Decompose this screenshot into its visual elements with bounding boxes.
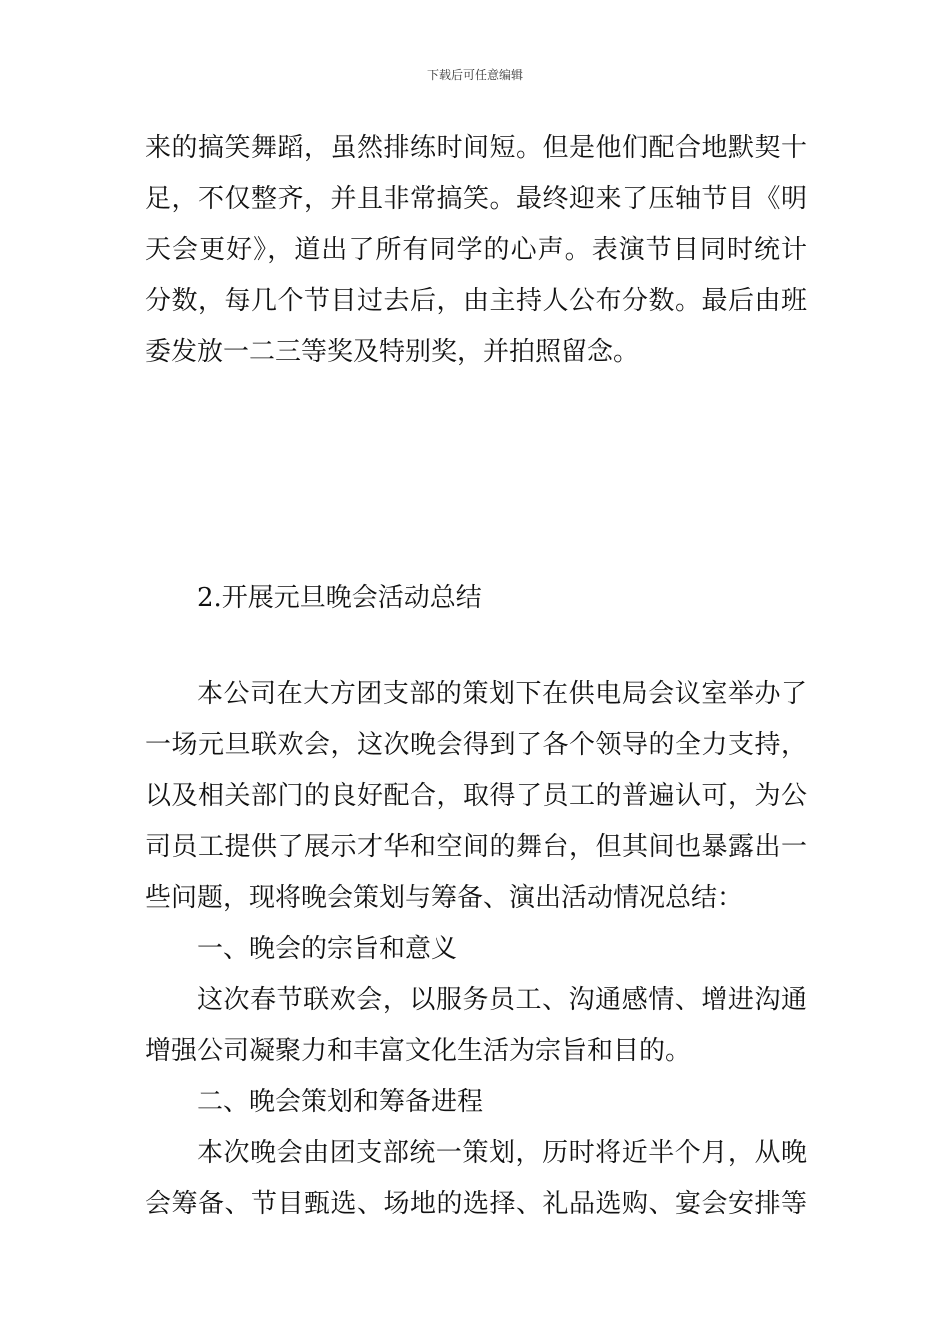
section-title: 2.开展元旦晚会活动总结	[197, 583, 482, 613]
text-line: 本次晚会由团支部统一策划，历时将近半个月，从晚	[197, 1138, 807, 1168]
text-line: 来的搞笑舞蹈，虽然排练时间短。但是他们配合地默契十	[145, 133, 807, 163]
text-line: 足，不仅整齐，并且非常搞笑。最终迎来了压轴节目《明	[145, 184, 807, 214]
section-title-block	[145, 573, 807, 624]
heading-one: 一、晚会的宗旨和意义	[197, 934, 458, 964]
text-line: 本公司在大方团支部的策划下在供电局会议室举办了	[197, 679, 807, 709]
text-line: 会筹备、节目甄选、场地的选择、礼品选购、宴会安排等	[145, 1189, 807, 1219]
text-line: 一场元旦联欢会，这次晚会得到了各个领导的全力支持，	[145, 730, 807, 760]
text-line: 分数，每几个节目过去后，由主持人公布分数。最后由班	[145, 286, 807, 316]
text-line: 这次春节联欢会，以服务员工、沟通感情、增进沟通	[197, 985, 807, 1015]
text-line: 增强公司凝聚力和丰富文化生活为宗旨和目的。	[145, 1036, 692, 1066]
paragraph-2	[145, 669, 807, 1230]
heading-two: 二、晚会策划和筹备进程	[197, 1087, 484, 1117]
text-line: 委发放一二三等奖及特别奖，并拍照留念。	[145, 337, 640, 367]
page-header: 下载后可任意编辑	[426, 68, 523, 82]
paragraph-1	[145, 123, 807, 378]
text-line: 以及相关部门的良好配合，取得了员工的普遍认可，为公	[145, 781, 807, 811]
text-line: 些问题，现将晚会策划与筹备、演出活动情况总结：	[145, 883, 744, 913]
text-line: 司员工提供了展示才华和空间的舞台，但其间也暴露出一	[145, 832, 807, 862]
text-line: 天会更好》，道出了所有同学的心声。表演节目同时统计	[145, 235, 807, 265]
